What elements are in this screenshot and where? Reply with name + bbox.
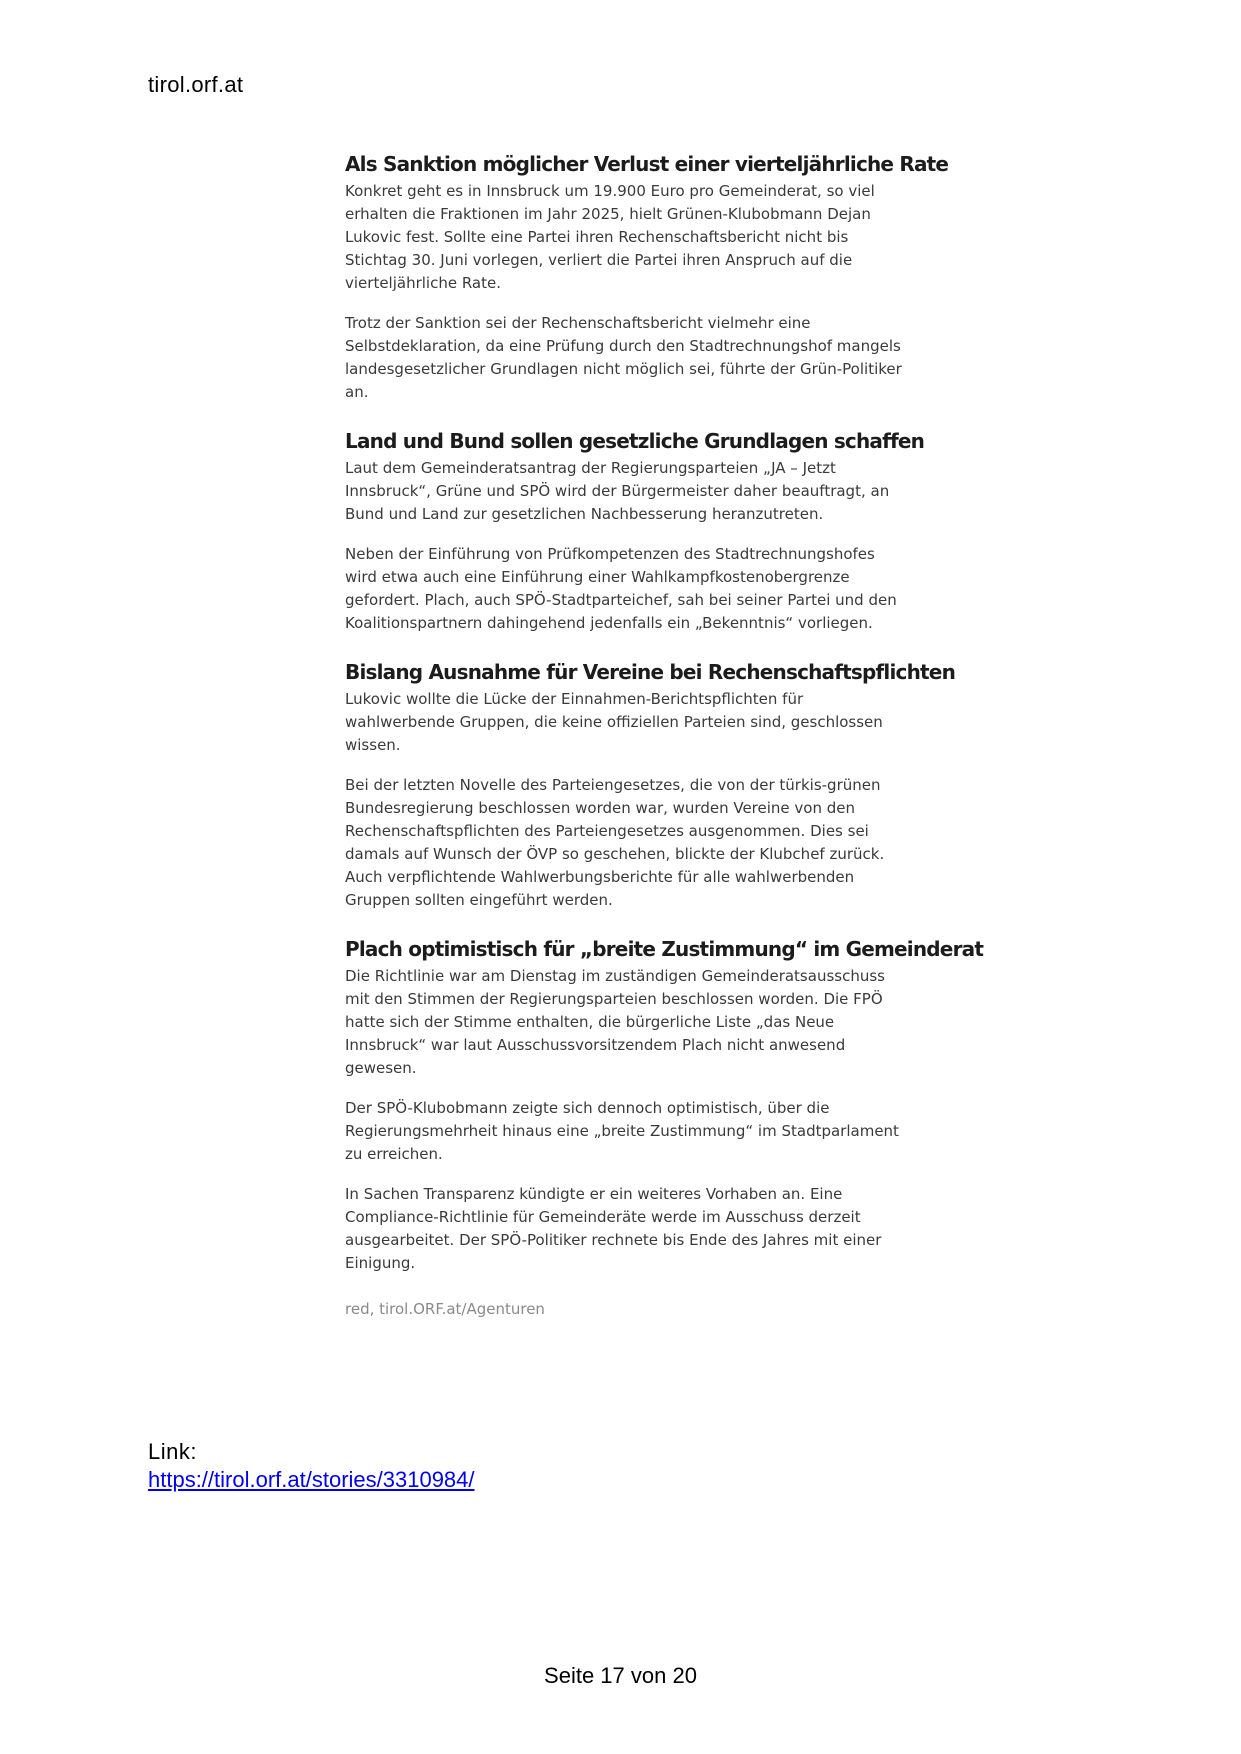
article-paragraph: Konkret geht es in Innsbruck um 19.900 Euro pro Gemeinderat, so viel erhalten die Fraktionen im Jahr 2025, hielt Grünen-Klubobmann Dejan Lukovic fest. Sollte eine Partei ihren Rechenschaftsbericht nicht bis Stichtag 30. Juni vorlegen, verliert die Partei ihren Anspruch auf die vierteljährliche Rate.	[345, 182, 875, 292]
section-heading: Land und Bund sollen gesetzliche Grundlagen schaffen	[345, 429, 925, 453]
article-paragraph: Bei der letzten Novelle des Parteiengesetzes, die von der türkis-grünen Bundesregierung beschlossen worden war, wurden Vereine von den Rechenschaftspflichten des Parteiengesetzes ausgenommen. Dies sei damals auf Wunsch der ÖVP so geschehen, blickte der Klubchef zurück. Auch verpflichtende Wahlwerbungsberichte für alle wahlwerbenden Gruppen sollten eingeführt werden.	[345, 776, 885, 909]
article-paragraph: Die Richtlinie war am Dienstag im zuständigen Gemeinderatsausschuss mit den Stimmen der Regierungsparteien beschlossen worden. Die FPÖ hatte sich der Stimme enthalten, die bürgerliche Liste „das Neue Innsbruck“ war laut Ausschussvorsitzendem Plach nicht anwesend gewesen.	[345, 967, 885, 1077]
article-section	[345, 935, 984, 1275]
link-label: Link:	[148, 1439, 197, 1464]
article-paragraph: In Sachen Transparenz kündigte er ein weiteres Vorhaben an. Eine Compliance-Richtlinie für Gemeinderäte werde im Ausschuss derzeit ausgearbeitet. Der SPÖ-Politiker rechnete bis Ende des Jahres mit einer Einigung.	[345, 1185, 882, 1272]
site-header: tirol.orf.at	[148, 72, 244, 97]
page-number: Seite 17 von 20	[544, 1663, 697, 1688]
article-paragraph: Laut dem Gemeinderatsantrag der Regierungsparteien „JA – Jetzt Innsbruck“, Grüne und SPÖ wird der Bürgermeister daher beauftragt, an Bund und Land zur gesetzlichen Nachbesserung heranzutreten.	[345, 459, 890, 523]
article-section	[345, 427, 925, 635]
section-heading: Bislang Ausnahme für Vereine bei Rechenschaftspflichten	[345, 660, 956, 684]
source-link[interactable]: https://tirol.orf.at/stories/3310984/	[148, 1467, 475, 1492]
article-section	[345, 150, 949, 404]
source-link-block	[148, 1438, 475, 1494]
article-credit: red, tirol.ORF.at/Agenturen	[345, 1300, 545, 1318]
section-heading: Als Sanktion möglicher Verlust einer vierteljährliche Rate	[345, 152, 949, 176]
article-section	[345, 658, 956, 912]
article-paragraph: Lukovic wollte die Lücke der Einnahmen-Berichtspflichten für wahlwerbende Gruppen, die keine offiziellen Parteien sind, geschlossen wissen.	[345, 690, 883, 754]
article-paragraph: Der SPÖ-Klubobmann zeigte sich dennoch optimistisch, über die Regierungsmehrheit hinaus eine „breite Zustimmung“ im Stadtparlament zu erreichen.	[345, 1099, 899, 1163]
article-paragraph: Neben der Einführung von Prüfkompetenzen des Stadtrechnungshofes wird etwa auch eine Einführung einer Wahlkampfkostenobergrenze gefordert. Plach, auch SPÖ-Stadtparteichef, sah bei seiner Partei und den Koalitionspartnern dahingehend jedenfalls ein „Bekenntnis“ vorliegen.	[345, 545, 897, 632]
article-body	[345, 150, 984, 1321]
section-heading: Plach optimistisch für „breite Zustimmung“ im Gemeinderat	[345, 937, 984, 961]
article-paragraph: Trotz der Sanktion sei der Rechenschaftsbericht vielmehr eine Selbstdeklaration, da eine Prüfung durch den Stadtrechnungshof mangels landesgesetzlicher Grundlagen nicht möglich sei, führte der Grün-Politiker an.	[345, 314, 902, 401]
